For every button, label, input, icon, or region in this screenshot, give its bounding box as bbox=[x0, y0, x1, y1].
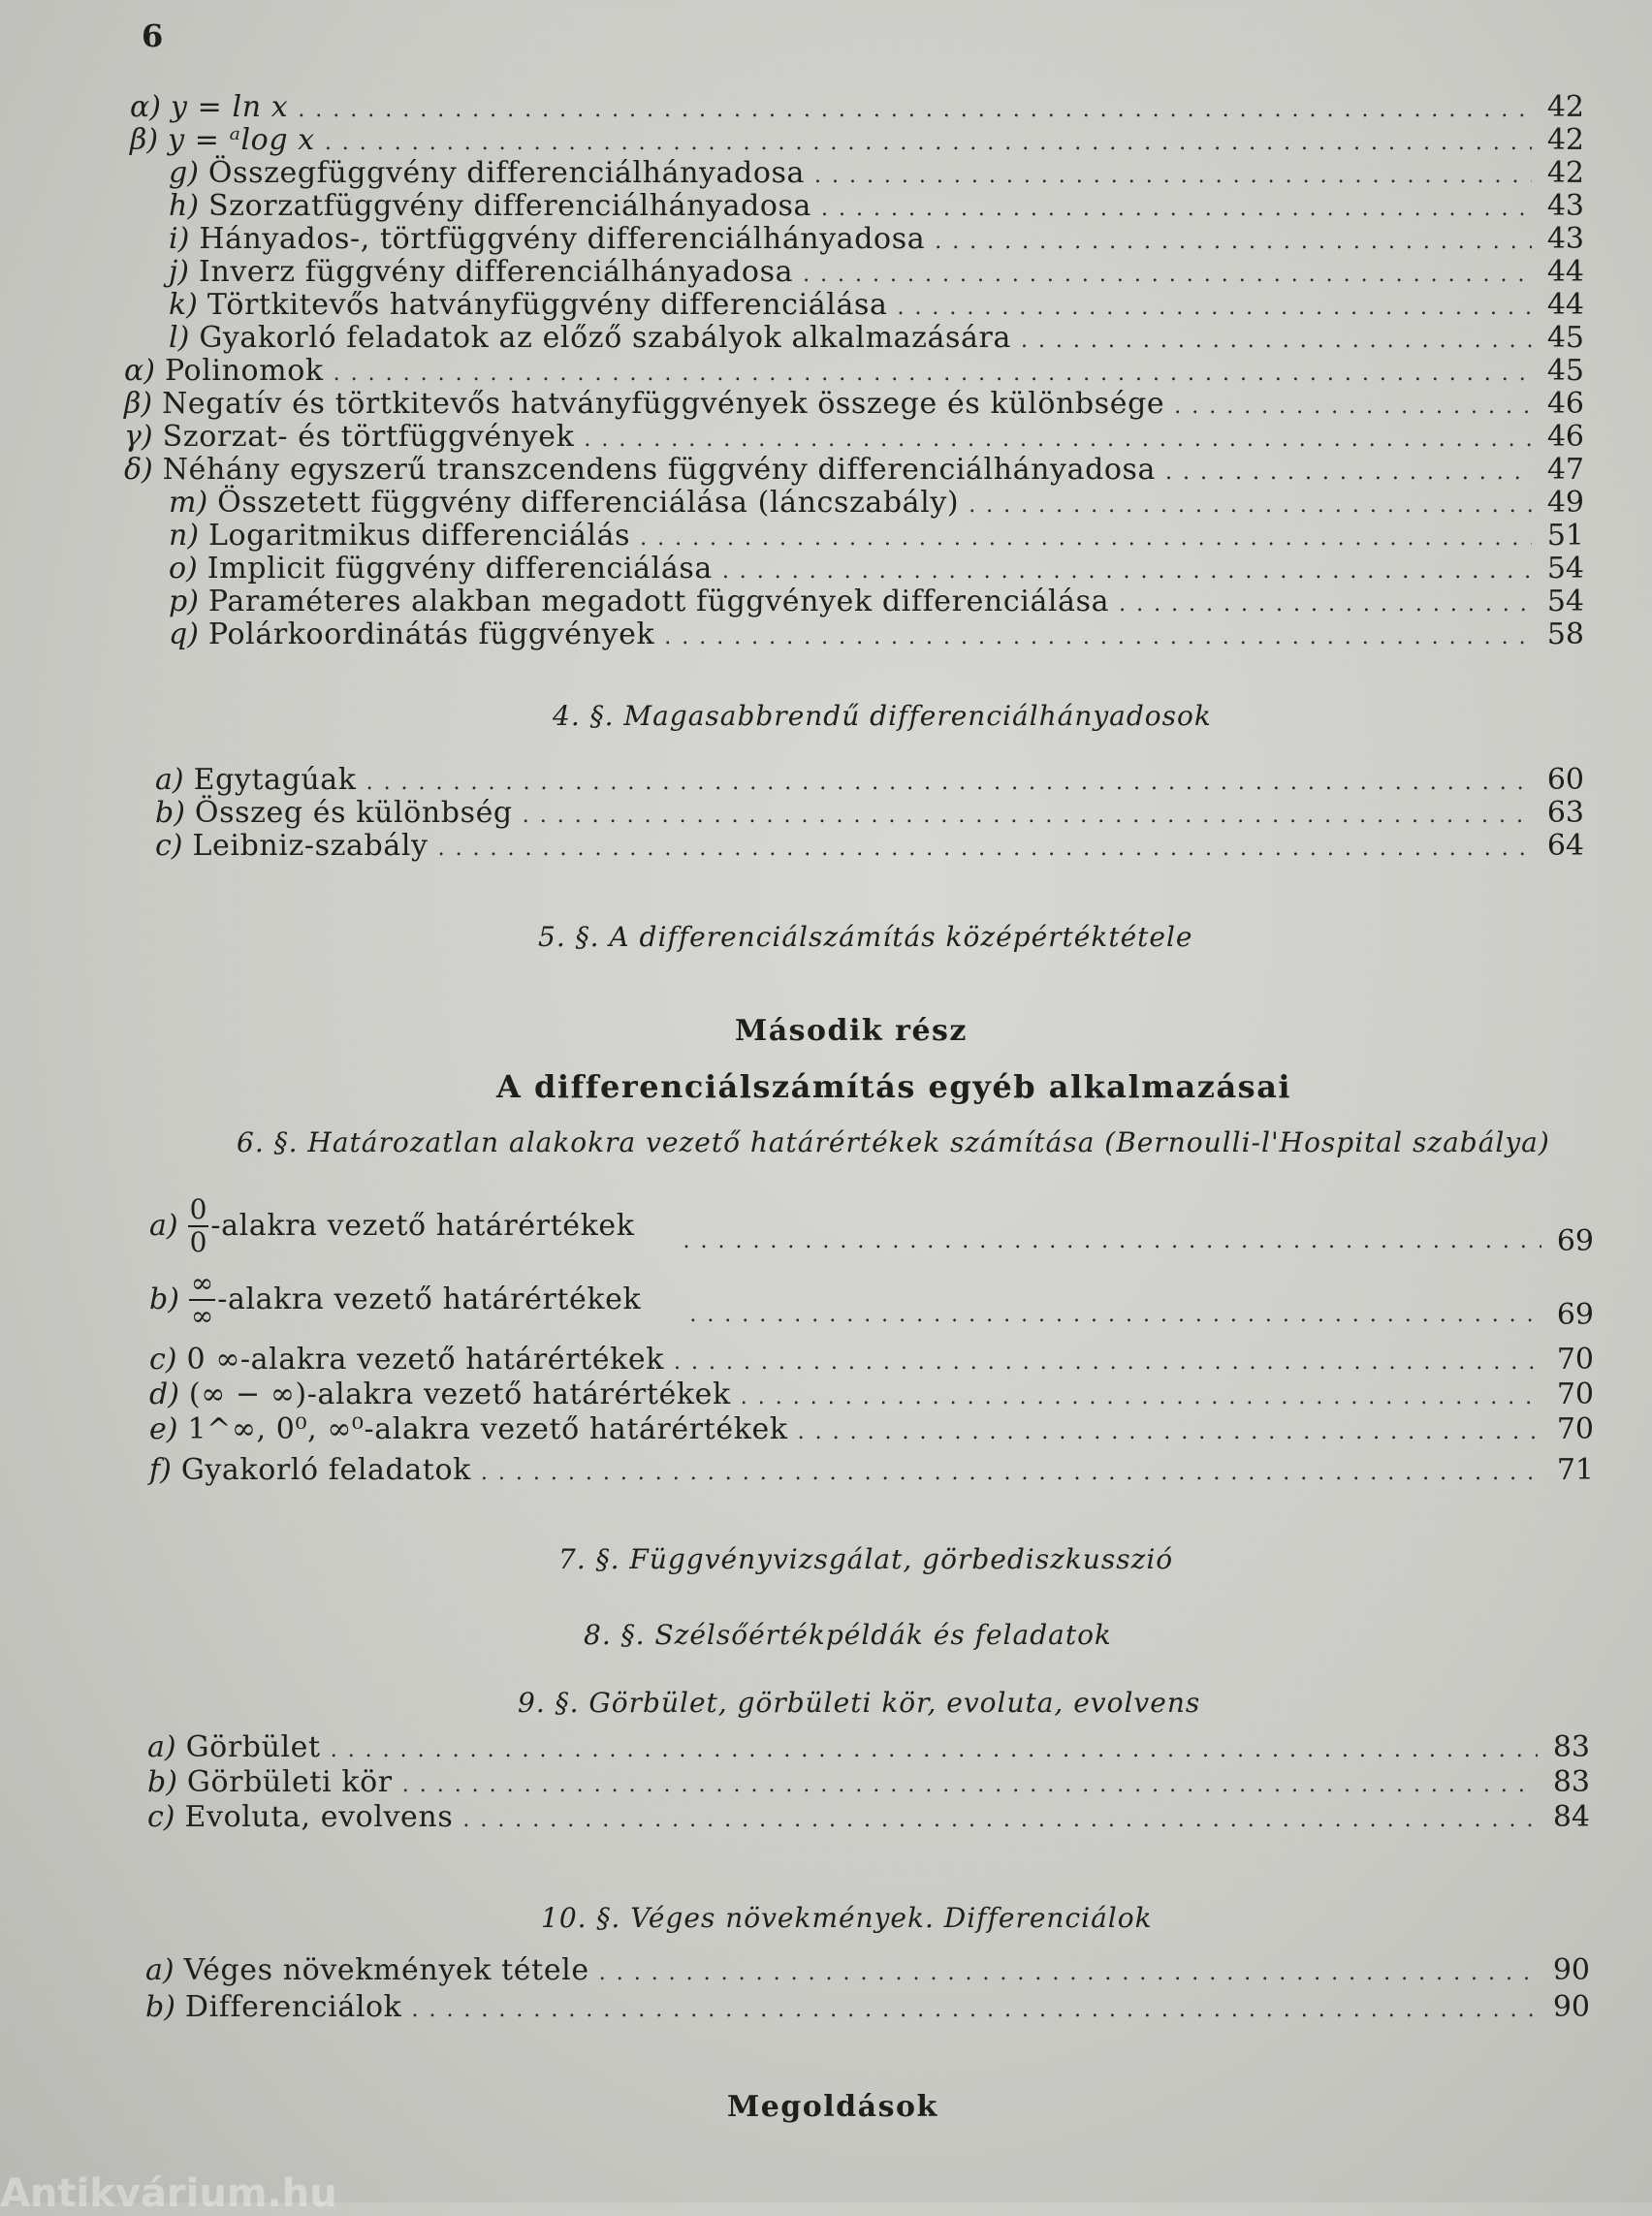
toc-entry bbox=[147, 1766, 1590, 1802]
entry-label: f) bbox=[149, 1453, 172, 1487]
toc-entry bbox=[169, 618, 1584, 654]
leader-dots bbox=[969, 490, 1532, 522]
entry-label: n) bbox=[169, 519, 200, 553]
entry-title: Inverz függvény differenciálhányadosa bbox=[199, 255, 794, 289]
toc-entry bbox=[149, 1194, 1594, 1258]
toc-entry bbox=[169, 322, 1584, 358]
toc-entry bbox=[169, 157, 1584, 193]
fraction-numerator: 0 bbox=[189, 1193, 207, 1225]
entry-page: 45 bbox=[1546, 321, 1584, 355]
page-number: 6 bbox=[142, 17, 164, 54]
entry-page: 42 bbox=[1546, 156, 1584, 190]
leader-dots bbox=[481, 1457, 1541, 1490]
entry-title: 0 ∞-alakra vezető határértékek bbox=[186, 1343, 664, 1377]
solutions-heading: Megoldások bbox=[727, 2090, 938, 2124]
leader-dots bbox=[1174, 391, 1532, 424]
toc-entry bbox=[145, 1991, 1590, 2027]
section-heading: 8. §. Szélsőértékpéldák és feladatok bbox=[584, 1619, 1112, 1651]
toc-entry bbox=[169, 223, 1584, 259]
fraction bbox=[189, 1268, 215, 1332]
entry-label: l) bbox=[169, 321, 190, 355]
leader-dots bbox=[334, 358, 1532, 391]
entry-title: Görbület bbox=[185, 1730, 321, 1764]
entry-title: Gyakorló feladatok az előző szabályok alkalmazására bbox=[199, 321, 1011, 355]
entry-label: m) bbox=[169, 486, 208, 520]
toc-entry bbox=[169, 289, 1584, 325]
section-heading: 5. §. A differenciálszámítás középértéktétele bbox=[538, 921, 1193, 953]
leader-dots bbox=[674, 1346, 1541, 1379]
toc-entry bbox=[169, 520, 1584, 555]
entry-title: (∞ − ∞)-alakra vezető határértékek bbox=[188, 1377, 731, 1411]
toc-entry bbox=[149, 1413, 1594, 1449]
entry-page: 54 bbox=[1546, 552, 1584, 586]
leader-dots bbox=[599, 1957, 1538, 1990]
leader-dots bbox=[1119, 588, 1532, 621]
section-heading: 10. §. Véges növekmények. Differenciálok bbox=[541, 1902, 1153, 1934]
entry-label: β) bbox=[124, 387, 153, 421]
toc-entry bbox=[169, 190, 1584, 226]
entry-page: 60 bbox=[1546, 763, 1584, 797]
entry-page: 63 bbox=[1546, 796, 1584, 830]
entry-label: c) bbox=[155, 829, 183, 863]
entry-label: β) bbox=[130, 123, 159, 157]
section-heading: 4. §. Magasabbrendű differenciálhányadosok bbox=[553, 700, 1212, 732]
entry-page: 42 bbox=[1546, 123, 1584, 157]
entry-label: b) bbox=[145, 1990, 175, 2024]
section-heading: 9. §. Görbület, görbületi kör, evoluta, evolvens bbox=[518, 1687, 1201, 1719]
entry-title: Törtkitevős hatványfüggvény differenciálása bbox=[206, 288, 888, 322]
leader-dots bbox=[798, 1416, 1541, 1449]
entry-label: b) bbox=[149, 1282, 179, 1316]
leader-dots bbox=[1021, 325, 1532, 358]
entry-title: Véges növekmények tétele bbox=[183, 1953, 589, 1987]
toc-entry bbox=[149, 1344, 1594, 1379]
entry-page: 90 bbox=[1552, 1990, 1590, 2024]
entry-page: 51 bbox=[1546, 519, 1584, 553]
toc-entry bbox=[155, 797, 1584, 833]
leader-dots bbox=[438, 833, 1532, 866]
entry-title: Gyakorló feladatok bbox=[180, 1453, 471, 1487]
toc-entry bbox=[124, 454, 1584, 490]
leader-dots bbox=[935, 226, 1532, 259]
toc-entry bbox=[169, 586, 1584, 621]
entry-title: -alakra vezető határértékek bbox=[210, 1209, 635, 1243]
entry-page: 46 bbox=[1546, 387, 1584, 421]
entry-page: 42 bbox=[1546, 90, 1584, 124]
toc-entry bbox=[145, 1954, 1590, 1990]
leader-dots bbox=[1165, 457, 1532, 490]
leader-dots bbox=[523, 800, 1532, 833]
fraction-denominator: ∞ bbox=[190, 1300, 214, 1332]
toc-entry bbox=[155, 764, 1584, 800]
entry-title: y = ln x bbox=[170, 90, 289, 124]
entry-page: 46 bbox=[1546, 420, 1584, 454]
entry-page: 84 bbox=[1552, 1800, 1590, 1834]
entry-label: α) bbox=[124, 354, 155, 388]
entry-page: 90 bbox=[1552, 1953, 1590, 1987]
leader-dots bbox=[298, 94, 1532, 127]
section-heading: 6. §. Határozatlan alakokra vezető határértékek számítása (Bernoulli-l'Hospital szabálya) bbox=[237, 1126, 1550, 1158]
leader-dots bbox=[366, 767, 1532, 800]
toc-entry bbox=[149, 1378, 1594, 1414]
entry-title: Paraméteres alakban megadott függvények differenciálása bbox=[207, 585, 1110, 618]
entry-label: d) bbox=[149, 1377, 179, 1411]
entry-label: c) bbox=[147, 1800, 175, 1834]
entry-page: 69 bbox=[1556, 1224, 1594, 1258]
part-title: Második rész bbox=[735, 1014, 968, 1048]
leader-dots bbox=[741, 1381, 1541, 1414]
entry-title: Görbületi kör bbox=[186, 1765, 393, 1799]
leader-dots bbox=[814, 160, 1532, 193]
leader-dots bbox=[803, 259, 1532, 292]
entry-title: Polinomok bbox=[164, 354, 324, 388]
entry-title: Implicit függvény differenciálása bbox=[206, 552, 713, 586]
toc-entry bbox=[130, 91, 1584, 127]
entry-page: 83 bbox=[1552, 1730, 1590, 1764]
entry-page: 44 bbox=[1546, 255, 1584, 289]
entry-label: a) bbox=[145, 1953, 175, 1987]
entry-title: Logaritmikus differenciálás bbox=[208, 519, 631, 553]
entry-title: Néhány egyszerű transzcendens függvény differenciálhányadosa bbox=[162, 453, 1157, 487]
entry-page: 58 bbox=[1546, 617, 1584, 651]
entry-title: Negatív és törtkitevős hatványfüggvények összege és különbsége bbox=[162, 387, 1165, 421]
entry-title: Hányados-, törtfüggvény differenciálhányadosa bbox=[199, 222, 926, 256]
entry-title: Szorzatfüggvény differenciálhányadosa bbox=[208, 189, 812, 223]
entry-label: a) bbox=[147, 1730, 176, 1764]
entry-title: Összeg és különbség bbox=[194, 796, 513, 830]
leader-dots bbox=[689, 1299, 1541, 1332]
entry-title: Összegfüggvény differenciálhányadosa bbox=[207, 156, 805, 190]
entry-label: h) bbox=[169, 189, 200, 223]
toc-entry bbox=[149, 1268, 1594, 1332]
entry-page: 54 bbox=[1546, 585, 1584, 618]
entry-label: α) bbox=[130, 90, 161, 124]
entry-title: Szorzat- és törtfüggvények bbox=[162, 420, 575, 454]
entry-label: i) bbox=[169, 222, 190, 256]
toc-entry bbox=[169, 487, 1584, 522]
entry-label: k) bbox=[169, 288, 198, 322]
leader-dots bbox=[402, 1769, 1538, 1802]
toc-entry bbox=[155, 830, 1584, 866]
entry-page: 71 bbox=[1556, 1453, 1594, 1487]
leader-dots bbox=[722, 555, 1532, 588]
entry-label: e) bbox=[149, 1412, 178, 1446]
entry-title: Differenciálok bbox=[184, 1990, 402, 2024]
fraction-numerator: ∞ bbox=[190, 1267, 214, 1299]
toc-entry bbox=[124, 388, 1584, 424]
fraction-denominator: 0 bbox=[189, 1226, 207, 1258]
leader-dots bbox=[821, 193, 1532, 226]
toc-entry bbox=[169, 553, 1584, 588]
entry-page: 64 bbox=[1546, 829, 1584, 863]
entry-title: Leibniz-szabály bbox=[192, 829, 429, 863]
entry-label: g) bbox=[169, 156, 199, 190]
entry-title: Polárkoordinátás függvények bbox=[207, 617, 655, 651]
entry-label: a) bbox=[149, 1209, 178, 1243]
entry-page: 70 bbox=[1556, 1412, 1594, 1446]
toc-entry bbox=[147, 1801, 1590, 1837]
entry-page: 69 bbox=[1556, 1298, 1594, 1332]
entry-label: c) bbox=[149, 1343, 177, 1377]
entry-label: q) bbox=[169, 617, 199, 651]
toc-entry bbox=[169, 256, 1584, 292]
toc-entry bbox=[147, 1731, 1590, 1767]
entry-page: 44 bbox=[1546, 288, 1584, 322]
entry-title: 1^∞, 0⁰, ∞⁰-alakra vezető határértékek bbox=[187, 1412, 788, 1446]
leader-dots bbox=[331, 1734, 1538, 1767]
entry-label: o) bbox=[169, 552, 198, 586]
leader-dots bbox=[325, 127, 1532, 160]
leader-dots bbox=[683, 1225, 1542, 1258]
leader-dots bbox=[584, 424, 1532, 457]
entry-label: p) bbox=[169, 585, 199, 618]
entry-title: -alakra vezető határértékek bbox=[217, 1282, 642, 1316]
entry-title: y = ᵃlog x bbox=[168, 123, 315, 157]
toc-entry bbox=[130, 124, 1584, 160]
entry-label: a) bbox=[155, 763, 184, 797]
entry-page: 43 bbox=[1546, 189, 1584, 223]
entry-label: b) bbox=[155, 796, 185, 830]
toc-entry bbox=[124, 421, 1584, 457]
leader-dots bbox=[411, 1994, 1538, 2027]
toc-entry bbox=[149, 1454, 1594, 1490]
toc-entry bbox=[124, 355, 1584, 391]
entry-label: γ) bbox=[124, 420, 153, 454]
entry-label: j) bbox=[169, 255, 190, 289]
entry-title: Egytagúak bbox=[193, 763, 357, 797]
entry-page: 70 bbox=[1556, 1343, 1594, 1377]
entry-page: 70 bbox=[1556, 1377, 1594, 1411]
entry-page: 49 bbox=[1546, 486, 1584, 520]
entry-page: 45 bbox=[1546, 354, 1584, 388]
entry-page: 43 bbox=[1546, 222, 1584, 256]
entry-title: Összetett függvény differenciálása (láncszabály) bbox=[217, 486, 960, 520]
part-subtitle: A differenciálszámítás egyéb alkalmazásai bbox=[496, 1068, 1292, 1105]
leader-dots bbox=[664, 621, 1532, 654]
leader-dots bbox=[462, 1804, 1538, 1837]
leader-dots bbox=[640, 522, 1532, 555]
entry-page: 83 bbox=[1552, 1765, 1590, 1799]
watermark: Antikvárium.hu bbox=[0, 2171, 337, 2216]
section-heading: 7. §. Függvényvizsgálat, görbediszkusszió bbox=[558, 1543, 1174, 1575]
entry-title: Evoluta, evolvens bbox=[184, 1800, 454, 1834]
entry-label: b) bbox=[147, 1765, 177, 1799]
leader-dots bbox=[897, 292, 1532, 325]
entry-page: 47 bbox=[1546, 453, 1584, 487]
entry-label: δ) bbox=[124, 453, 153, 487]
fraction bbox=[188, 1194, 209, 1258]
